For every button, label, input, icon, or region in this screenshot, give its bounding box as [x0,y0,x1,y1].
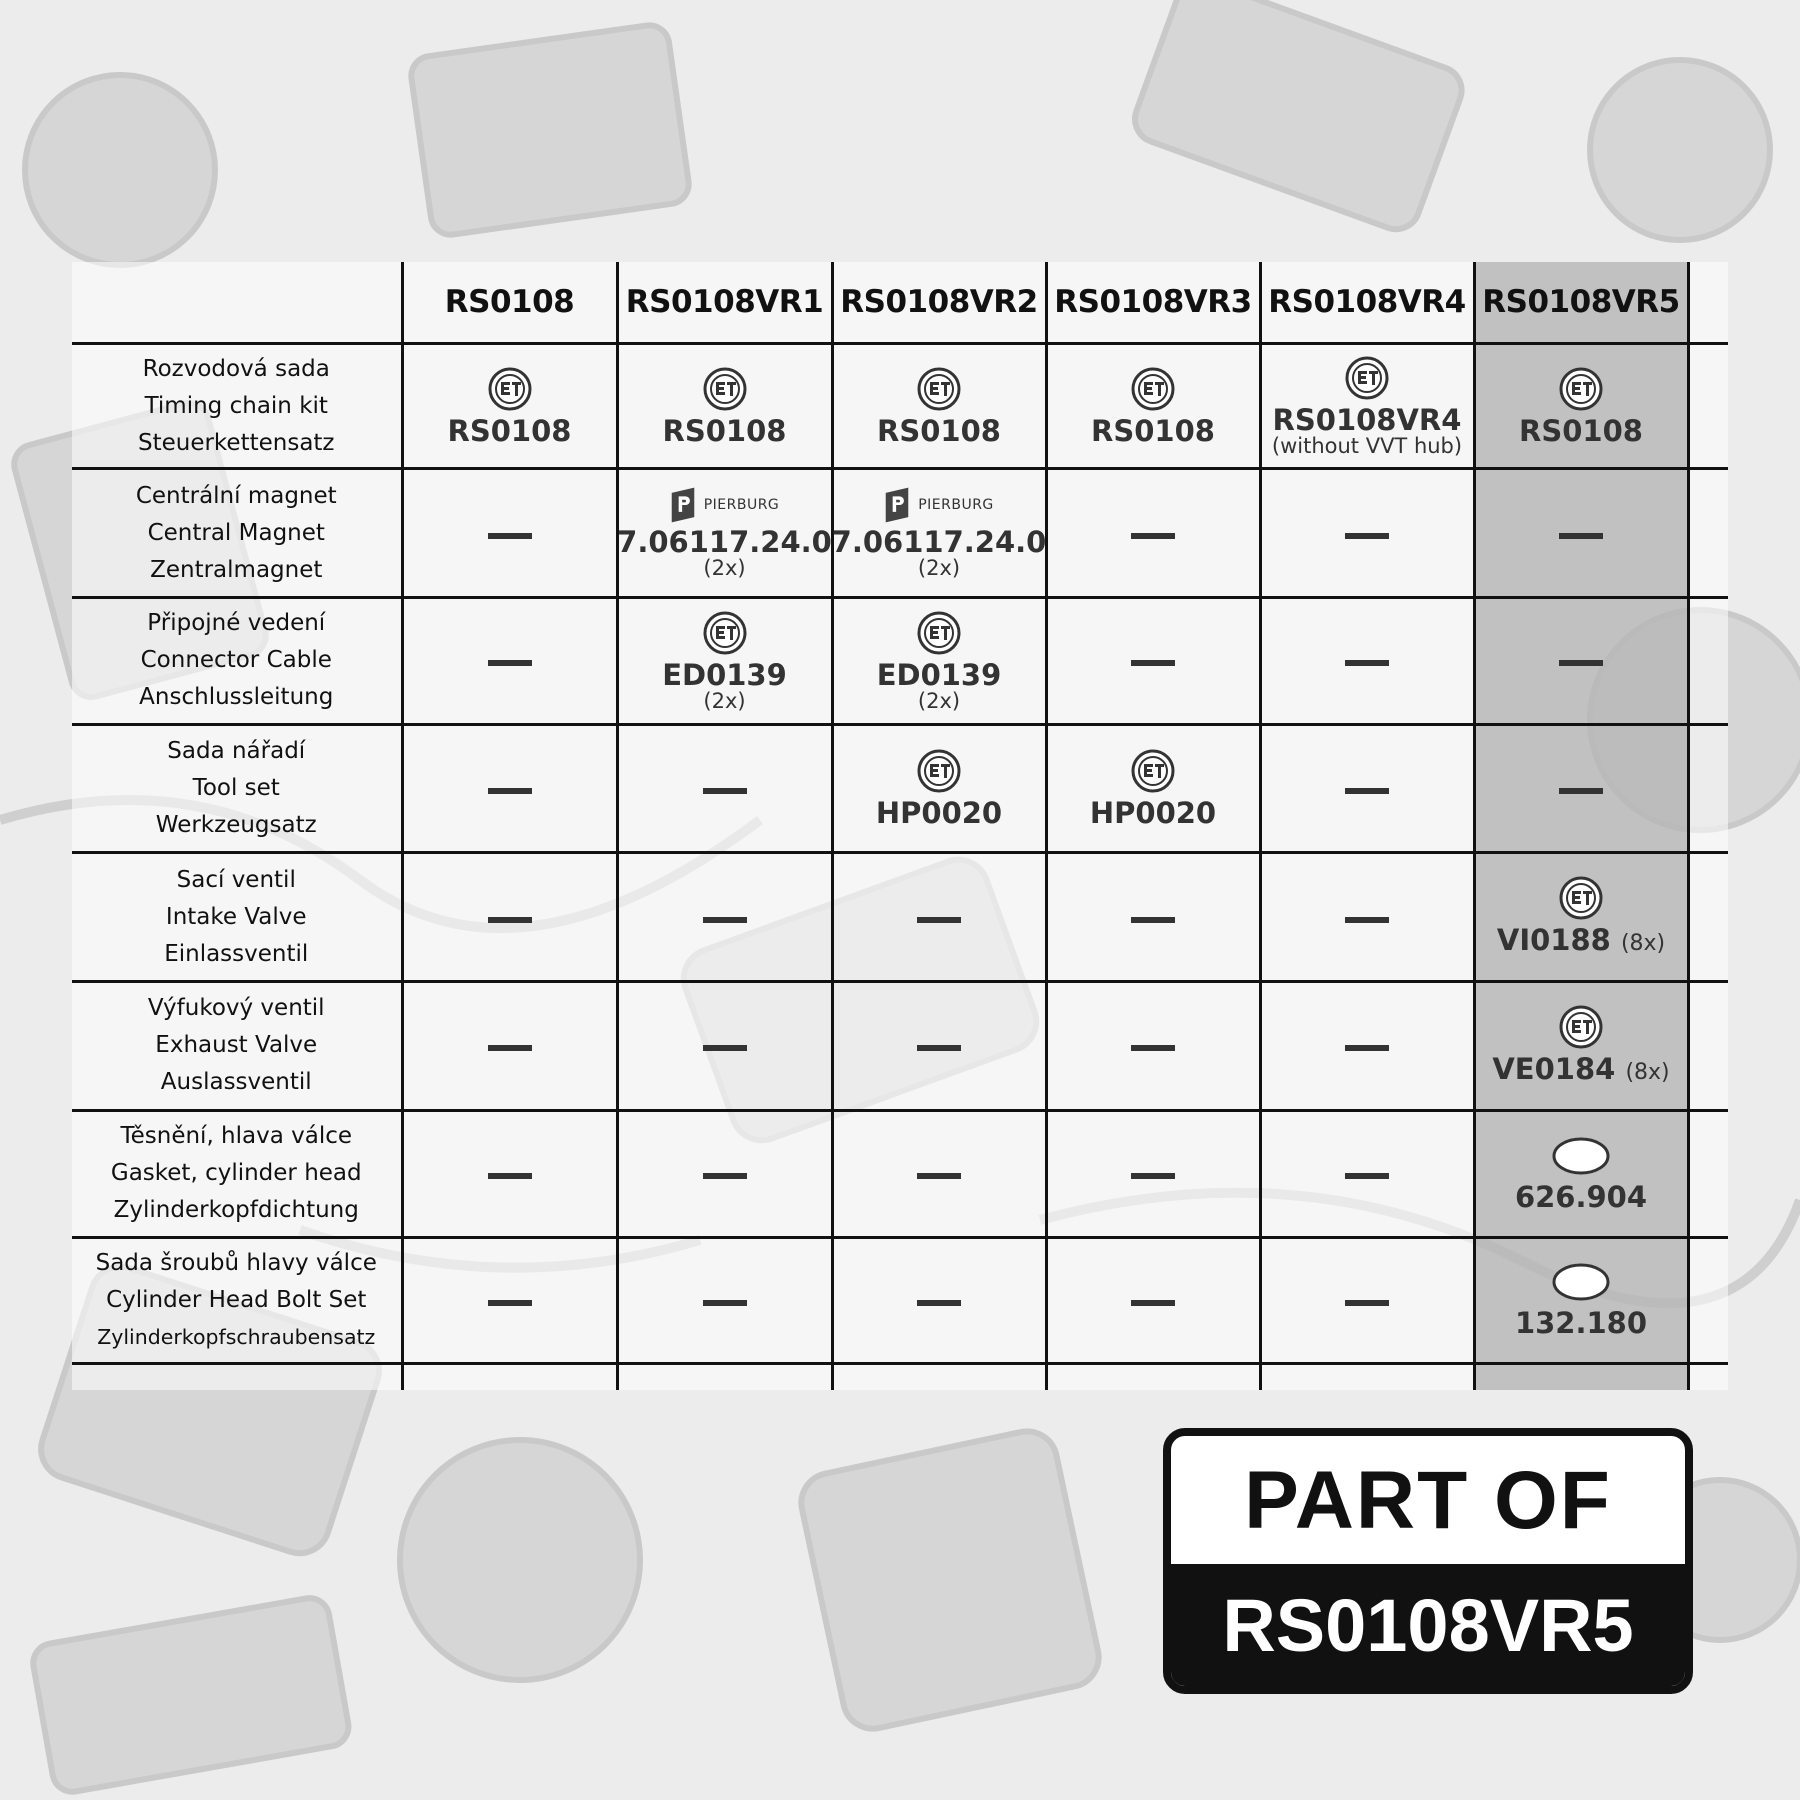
table-cell [617,344,832,469]
part-number-text: VI0188 [1496,923,1611,958]
row-label-line: Sada nářadí [167,737,306,764]
part-entry [1048,748,1259,831]
part-number-text: 7.06117.24.0 [831,525,1047,560]
not-included-dash [488,660,532,666]
table-row [72,597,1728,724]
table-cell [1260,853,1474,982]
table-cell [1260,1237,1474,1364]
pierburg-brand-text: PIERBURG [918,497,994,514]
part-number [617,525,832,560]
trailing-cell [1688,724,1728,853]
part-number-text: RS0108 [877,414,1001,449]
table-cell [402,344,617,469]
table-cell [1046,469,1260,598]
row-label [72,982,402,1111]
table-cell [1260,982,1474,1111]
trailing-cell [1688,469,1728,598]
elring-logo-icon [1551,1262,1611,1302]
not-included-dash [703,1045,747,1051]
part-entry [1476,1262,1687,1341]
not-included-dash [1131,917,1175,923]
not-included-dash [703,1173,747,1179]
et-logo-icon [702,366,748,412]
part-number [1497,925,1665,959]
et-logo-icon [916,366,962,412]
part-number-text: ED0139 [662,657,787,692]
spacer-cell [617,1364,832,1390]
not-included-dash [488,1173,532,1179]
et-logo-icon [702,610,748,656]
part-note: (2x) [703,688,746,713]
part-entry [1476,1136,1687,1212]
et-logo-icon [916,610,962,656]
trailing-cell [1688,982,1728,1111]
part-number [662,414,787,449]
part-number [877,414,1001,449]
part-entry [619,366,831,449]
not-included-dash [1345,1173,1389,1179]
row-label [72,1237,402,1364]
table-cell [832,344,1046,469]
not-included-dash [1559,660,1603,666]
table-cell [1046,1237,1260,1364]
et-logo-icon [916,748,962,794]
not-included-dash [488,1300,532,1306]
column-header-rs0108vr5: RS0108VR5 [1474,262,1688,344]
not-included-dash [1131,1300,1175,1306]
part-note: (without VVT hub) [1271,434,1463,459]
part-entry [834,366,1045,449]
part-number-text: RS0108 [447,414,572,449]
row-label-line: Gasket, cylinder head [110,1160,362,1187]
table-cell [402,469,617,598]
part-entry [831,487,1047,581]
row-label-line: Steuerkettensatz [137,429,335,456]
part-number-text: 7.06117.24.0 [617,525,832,560]
pierburg-brand-text: PIERBURG [703,497,780,514]
table-cell [1474,597,1688,724]
row-label-line: Tool set [192,774,280,801]
part-number [831,525,1047,560]
et-logo-icon [487,366,533,412]
not-included-dash [488,917,532,923]
table-cell [1474,469,1688,598]
table-cell [402,597,617,724]
part-number [876,657,1002,692]
part-number-text: VE0184 [1492,1051,1616,1086]
part-number [1272,403,1462,438]
spacer-row [72,1364,1728,1390]
et-logo-icon [1558,875,1604,921]
table-cell [617,1237,832,1364]
table-cell [832,1110,1046,1237]
table-cell [1474,982,1688,1111]
row-label-line: Připojné vedení [147,610,326,637]
part-quantity: (8x) [1620,931,1666,957]
part-entry [1262,355,1473,457]
part-number [1089,796,1217,831]
part-number [1519,414,1643,449]
part-note: (2x) [917,556,961,581]
row-label-line: Zylinderkopfschraubensatz [97,1324,376,1349]
trailing-cell [1688,1237,1728,1364]
table-cell [1474,1237,1688,1364]
table-cell [1260,597,1474,724]
not-included-dash [917,917,961,923]
pierburg-icon [670,487,696,523]
not-included-dash [917,1045,961,1051]
table-cell [402,724,617,853]
part-number-text: ED0139 [876,657,1002,692]
row-label [72,1110,402,1237]
table-cell [1046,724,1260,853]
table-cell [832,982,1046,1111]
not-included-dash [1131,1173,1175,1179]
part-number-text: RS0108 [1519,414,1643,449]
spacer-cell [402,1364,617,1390]
part-note: (2x) [703,556,746,581]
not-included-dash [1131,1045,1175,1051]
part-of-label: PART OF [1244,1455,1612,1546]
part-number [1514,1306,1648,1341]
row-label-line: Těsnění, hlava válce [120,1123,353,1150]
elring-logo-icon [1551,1136,1611,1176]
table-row [72,982,1728,1111]
row-label-line: Rozvodová sada [142,355,330,382]
table-cell [1474,853,1688,982]
row-label-line: Timing chain kit [144,392,328,419]
table-cell [617,853,832,982]
corner-cell [72,262,402,344]
not-included-dash [1131,660,1175,666]
table-cell [1474,344,1688,469]
table-row [72,853,1728,982]
pierburg-logo [884,487,994,523]
spacer-cell [72,1364,402,1390]
spacer-cell [832,1364,1046,1390]
table-cell [402,982,617,1111]
part-entry [1476,875,1687,959]
row-label-line: Einlassventil [164,940,309,967]
row-label-line: Werkzeugsatz [155,811,317,838]
part-entry [619,610,831,712]
column-header-rs0108vr4: RS0108VR4 [1260,262,1474,344]
part-number [1492,1051,1670,1088]
trailing-cell [1688,597,1728,724]
table-cell [1046,1110,1260,1237]
row-label-line: Sací ventil [176,866,296,893]
part-entry [1048,366,1259,449]
row-label-line: Connector Cable [140,647,332,674]
row-label-line: Zentralmagnet [150,556,323,583]
not-included-dash [1345,1045,1389,1051]
table-row [72,1110,1728,1237]
row-label-line: Anschlussleitung [139,684,334,711]
part-number [662,657,787,692]
row-label [72,469,402,598]
table-cell [617,469,832,598]
row-label [72,853,402,982]
not-included-dash [488,1045,532,1051]
row-label [72,724,402,853]
not-included-dash [1559,533,1603,539]
table-cell [402,853,617,982]
table-row [72,469,1728,598]
et-logo-icon [1344,355,1390,401]
not-included-dash [1559,788,1603,794]
not-included-dash [1345,1300,1389,1306]
table-cell [832,724,1046,853]
not-included-dash [917,1300,961,1306]
header-row [72,262,1728,344]
table-cell [1260,344,1474,469]
column-header-rs0108: RS0108 [402,262,617,344]
table-cell [832,469,1046,598]
row-label-line: Zylinderkopfdichtung [113,1197,359,1224]
row-label-line: Výfukový ventil [147,995,325,1022]
comparison-table [72,262,1728,1390]
trailing-cell [1688,1110,1728,1237]
et-logo-icon [1558,366,1604,412]
row-label-line: Exhaust Valve [155,1032,318,1059]
row-label-line: Sada šroubů hlavy válce [95,1249,377,1276]
pierburg-icon [884,487,910,523]
table-cell [617,982,832,1111]
table-cell [1260,469,1474,598]
part-number-text: HP0020 [1089,796,1217,831]
not-included-dash [703,1300,747,1306]
spacer-cell [1046,1364,1260,1390]
row-label-line: Intake Valve [165,903,307,930]
pierburg-logo [670,487,780,523]
not-included-dash [1131,533,1175,539]
table-cell [832,853,1046,982]
column-header-rs0108vr1: RS0108VR1 [617,262,832,344]
trailing-cell [1688,344,1728,469]
not-included-dash [1345,788,1389,794]
table-cell [402,1110,617,1237]
part-number [447,414,572,449]
part-number [875,796,1003,831]
spacer-cell [1474,1364,1688,1390]
not-included-dash [488,533,532,539]
not-included-dash [703,917,747,923]
row-label-line: Central Magnet [147,519,325,546]
table-cell [617,597,832,724]
not-included-dash [1345,660,1389,666]
part-entry [404,366,616,449]
table-cell [1046,344,1260,469]
table-cell [402,1237,617,1364]
part-number-text: 626.904 [1514,1179,1648,1214]
row-label-line: Cylinder Head Bolt Set [106,1286,367,1313]
not-included-dash [1345,533,1389,539]
not-included-dash [1345,917,1389,923]
table-cell [1046,853,1260,982]
table-row [72,1237,1728,1364]
part-entry [1476,1004,1687,1088]
part-note: (2x) [917,688,961,713]
table-row [72,344,1728,469]
table-cell [832,1237,1046,1364]
part-entry [619,487,831,579]
part-entry [834,610,1045,712]
et-logo-icon [1558,1004,1604,1050]
trailing-cell [1688,853,1728,982]
part-entry [1476,366,1687,449]
row-label [72,597,402,724]
table-cell [832,597,1046,724]
row-label-line: Auslassventil [160,1069,312,1096]
spacer-cell [1260,1364,1474,1390]
part-of-badge [1163,1428,1693,1694]
part-number-text: RS0108VR4 [1272,403,1462,438]
et-logo-icon [1130,748,1176,794]
part-number-text: RS0108 [1091,414,1215,449]
table-cell [617,724,832,853]
column-header-rs0108vr2: RS0108VR2 [832,262,1046,344]
part-entry [834,748,1045,831]
not-included-dash [917,1173,961,1179]
table-cell [1046,597,1260,724]
not-included-dash [488,788,532,794]
table-cell [1474,724,1688,853]
part-number [1514,1179,1648,1214]
column-header-rs0108vr3: RS0108VR3 [1046,262,1260,344]
part-quantity: (8x) [1625,1059,1670,1085]
table-cell [1046,982,1260,1111]
part-number-text: HP0020 [875,796,1003,831]
table-row [72,724,1728,853]
table-cell [1260,1110,1474,1237]
et-logo-icon [1130,366,1176,412]
table-cell [1260,724,1474,853]
row-label-line: Centrální magnet [135,482,337,509]
part-number-text: RS0108 [662,414,787,449]
spacer-cell [1688,1364,1728,1390]
part-number-text: 132.180 [1514,1306,1648,1341]
part-of-kit-number: RS0108VR5 [1171,1564,1685,1686]
trailing-cell [1688,262,1728,344]
not-included-dash [703,788,747,794]
row-label [72,344,402,469]
table-cell [1474,1110,1688,1237]
table-cell [617,1110,832,1237]
part-number [1091,414,1215,449]
